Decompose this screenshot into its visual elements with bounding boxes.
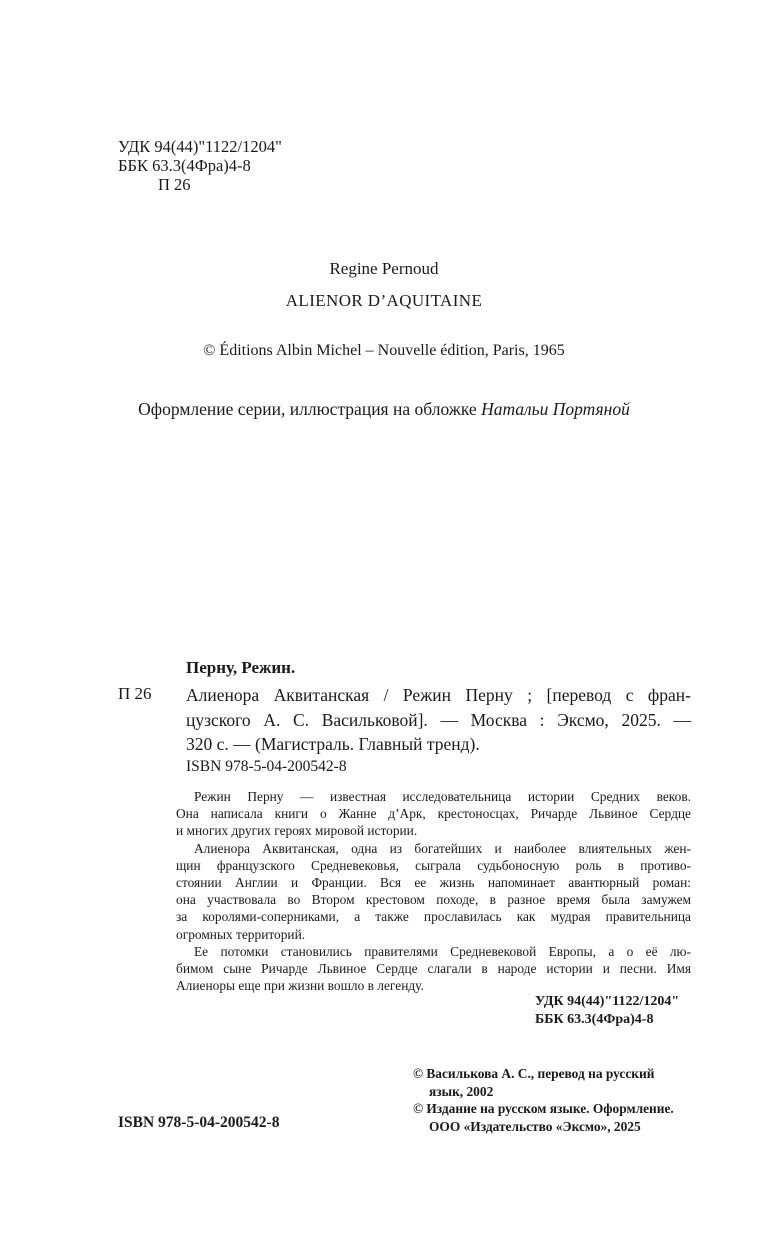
edition-copyright-cont: ООО «Издательство «Эксмо», 2025	[429, 1118, 641, 1134]
author-mark-top: П 26	[158, 175, 191, 194]
annotation-line: щин французского Средневековья, сыграла судьбоносную роль в противо-	[176, 857, 691, 873]
annotation-line: Алиенора Аквитанская, одна из богатейших и наиболее влиятельных жен-	[194, 840, 691, 856]
translation-copyright-cont: язык, 2002	[429, 1083, 494, 1099]
bibliographic-heading: Перну, Режин.	[186, 658, 296, 677]
original-copyright: © Éditions Albin Michel – Nouvelle édition, Paris, 1965	[203, 342, 565, 359]
copyright-block	[413, 1065, 674, 1135]
udk-code-bottom: УДК 94(44)"1122/1204"	[535, 994, 680, 1009]
translation-copyright: © Василькова А. С., перевод на русский	[413, 1066, 655, 1081]
annotation-line: Режин Перну — известная исследовательница истории Средних веков.	[194, 789, 691, 804]
bibliographic-description	[186, 683, 691, 757]
bbk-code-bottom: ББК 63.3(4Фра)4-8	[535, 1012, 654, 1027]
annotation-line: за королями-соперниками, а также прославилась как мудрая правительница	[176, 909, 691, 925]
classification-bottom	[535, 993, 679, 1029]
annotation	[176, 788, 691, 994]
original-title: ALIENOR D’AQUITAINE	[285, 291, 483, 310]
bibliographic-line: цузского А. С. Васильковой]. — Москва : Эксмо, 2025. —	[186, 709, 691, 730]
annotation-line: огромных территорий.	[176, 926, 306, 942]
bibliographic-line: Алиенора Аквитанская / Режин Перну ; [перевод с фран-	[186, 685, 691, 705]
original-author: Regine Pernoud	[329, 259, 439, 278]
series-design-text: Оформление серии, иллюстрация на обложке	[138, 399, 477, 419]
annotation-paragraph	[176, 788, 691, 840]
annotation-paragraph	[176, 943, 691, 995]
isbn-bottom: ISBN 978-5-04-200542-8	[118, 1114, 280, 1131]
annotation-paragraph	[176, 840, 691, 943]
bibliographic-line: 320 с. — (Магистраль. Главный тренд).	[186, 734, 480, 754]
isbn-bibliographic: ISBN 978-5-04-200542-8	[186, 758, 347, 775]
edition-copyright: © Издание на русском языке. Оформление.	[413, 1101, 674, 1117]
udk-code-top: УДК 94(44)"1122/1204"	[118, 137, 282, 156]
bbk-code-top: ББК 63.3(4Фра)4-8	[118, 156, 251, 175]
series-design-credit	[0, 399, 768, 420]
annotation-line: стоянии Англии и Франции. Вся ее жизнь напоминает авантюрный роман:	[176, 875, 691, 891]
annotation-line: Алиеноры еще при жизни вошло в легенду.	[176, 978, 424, 994]
annotation-line: бимом сыне Ричарде Львиное Сердце слагали в народе истории и песни. Имя	[176, 961, 691, 977]
bibliographic-code: П 26	[118, 684, 152, 703]
annotation-line: Ее потомки становились правителями Средневековой Европы, а о её лю-	[194, 943, 691, 959]
annotation-line: она участвовала во Втором крестовом походе, в разное время была замужем	[176, 892, 691, 908]
series-designer-name: Натальи Портяной	[481, 399, 630, 419]
annotation-line: и многих других героях мировой истории.	[176, 823, 418, 839]
annotation-line: Она написала книги о Жанне д’Арк, крестоносцах, Ричарде Львиное Сердце	[176, 806, 691, 822]
